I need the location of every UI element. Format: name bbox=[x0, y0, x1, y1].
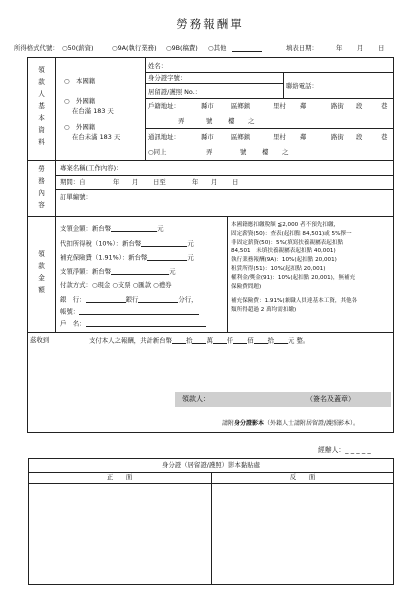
received-label: 茲收到 bbox=[30, 336, 50, 344]
gross-amount-label: 支領金額：新台幣 元 bbox=[60, 224, 164, 233]
period-end-year: 年 bbox=[192, 178, 199, 186]
payee-side-label: 領 款 人 基 本 資 料 bbox=[38, 66, 45, 146]
id-number-label: 身分證字號： bbox=[148, 74, 187, 82]
addr-village: 里村 bbox=[273, 102, 286, 110]
period-end-day: 日 bbox=[232, 178, 239, 186]
mail-district: 區鄉鎮 bbox=[231, 133, 251, 141]
option-other[interactable]: ○其他 bbox=[208, 44, 227, 52]
permit-label: 居留證/護照 No.： bbox=[148, 88, 202, 96]
name-label: 姓名： bbox=[148, 62, 168, 70]
mail-lane: 巷 bbox=[381, 133, 388, 141]
work-side-label: 勞 務 內 容 bbox=[38, 165, 45, 209]
period-end-month: 月 bbox=[211, 178, 218, 186]
period-start-day-to: 日至 bbox=[153, 178, 166, 186]
net-amount-label: 支領淨額：新台幣 元 bbox=[60, 267, 176, 276]
household-address-label: 戶籍地址： bbox=[148, 102, 180, 110]
addr-county: 縣市 bbox=[201, 102, 214, 110]
account-holder-field: 戶 名： bbox=[60, 320, 206, 327]
radio-foreign-under-183[interactable]: ○ 外國籍 bbox=[64, 123, 96, 131]
radio-foreign-over-183[interactable]: ○ 外國籍 bbox=[64, 97, 96, 105]
tax-withheld-label: 代扣所得稅（10%）：新台幣 元 bbox=[60, 239, 194, 248]
foreign-over-183-text: 在台滿 183 天 bbox=[72, 107, 114, 115]
id-copy-front-label: 正 面 bbox=[106, 473, 133, 481]
id-front-paste-area[interactable] bbox=[29, 484, 210, 584]
order-number-label: 訂單編號： bbox=[60, 193, 92, 201]
withholding-notes: 本國籍應扣繳稅額 ≦2,000 者不預先扣繳， 固定薪資(50)：查表(起扣點 84,501)或 5%擇一 非固定薪資(50)：5%(填寫扶養親屬表起扣點 84,501 未填扶養親屬表起扣點 40,001) 執行業務報酬(9A)：10%(起扣點 20,001) 租賃所得(51)：10%(起扣點 20,001) 權利金/獎金(91)：10%(起扣點 20,001)，無補充 保險費問題) 補充保險費：1.91%(兼職人員達基本工資，其他各 類所得超過 2 萬均需扣繳) bbox=[231, 222, 358, 314]
addr-alley: 弄 bbox=[178, 117, 185, 125]
mail-road: 路街 bbox=[331, 133, 344, 141]
addr-number: 號 bbox=[206, 117, 213, 125]
addr-road: 路街 bbox=[331, 102, 344, 110]
payment-method-options[interactable]: 付款方式：○現金 ○支票 ○匯款 ○禮券 bbox=[60, 281, 172, 289]
account-field: 帳號： bbox=[60, 308, 199, 315]
income-type-label: 所得格式代號： bbox=[14, 44, 59, 52]
mail-neighborhood: 鄰 bbox=[300, 133, 307, 141]
date-year: 年 bbox=[336, 44, 343, 52]
addr-lane: 巷 bbox=[381, 102, 388, 110]
date-month: 月 bbox=[357, 44, 364, 52]
period-label: 期間：自 bbox=[60, 178, 86, 186]
attachment-note: 請附身分證影本（外籍人士請附居留證/護照影本）。 bbox=[222, 420, 360, 427]
addr-floor: 樓 bbox=[228, 117, 235, 125]
addr-section: 段 bbox=[356, 102, 363, 110]
mail-number: 號 bbox=[240, 148, 247, 156]
id-back-paste-area[interactable] bbox=[212, 484, 393, 584]
mailing-address-label: 通訊地址： bbox=[148, 133, 180, 141]
phone-label: 聯絡電話： bbox=[286, 82, 318, 90]
handler-label: 經辦人：_ _ _ _ _ bbox=[318, 446, 371, 454]
period-start-month: 月 bbox=[132, 178, 139, 186]
addr-neighborhood: 鄰 bbox=[300, 102, 307, 110]
period-start-year: 年 bbox=[113, 178, 120, 186]
mail-of: 之 bbox=[282, 148, 289, 156]
amount-side-label: 領 款 金 額 bbox=[38, 250, 45, 294]
fill-date-label: 填表日期： bbox=[286, 44, 318, 52]
other-blank[interactable] bbox=[232, 51, 262, 52]
date-day: 日 bbox=[378, 44, 385, 52]
signer-label: 領款人： bbox=[182, 395, 210, 403]
mail-floor: 樓 bbox=[262, 148, 269, 156]
addr-of: 之 bbox=[248, 117, 255, 125]
nhi-premium-label: 補充保險費（1.91%）：新台幣 元 bbox=[60, 253, 194, 262]
radio-domestic[interactable]: ○ 本國籍 bbox=[64, 77, 96, 85]
same-as-above-checkbox[interactable]: ○同上 bbox=[148, 148, 167, 156]
id-copy-title: 身分證（居留證/護照）影本黏貼處 bbox=[161, 461, 260, 469]
receipt-sentence: 支付本人之報酬，共計新台幣 拾 萬 仟 佰 拾 元 整。 bbox=[89, 336, 310, 345]
mail-alley: 弄 bbox=[206, 148, 213, 156]
foreign-under-183-text: 在台未滿 183 天 bbox=[72, 133, 121, 141]
addr-district: 區鄉鎮 bbox=[231, 102, 251, 110]
mail-section: 段 bbox=[356, 133, 363, 141]
seal-label: （簽名及蓋章） bbox=[306, 395, 355, 403]
id-copy-back-label: 反 面 bbox=[289, 473, 316, 481]
option-50[interactable]: ○50(薪資) bbox=[62, 44, 94, 52]
project-name-label: 專案名稱(工作內容)： bbox=[60, 164, 123, 172]
mail-village: 里村 bbox=[273, 133, 286, 141]
option-9b[interactable]: ○9B(稿費) bbox=[166, 44, 198, 52]
mail-county: 縣市 bbox=[201, 133, 214, 141]
bank-field: 銀 行： 銀行 分行， bbox=[60, 295, 198, 304]
form-title: 勞務報酬單 bbox=[176, 17, 244, 31]
option-9a[interactable]: ○9A(執行業務) bbox=[112, 44, 157, 52]
